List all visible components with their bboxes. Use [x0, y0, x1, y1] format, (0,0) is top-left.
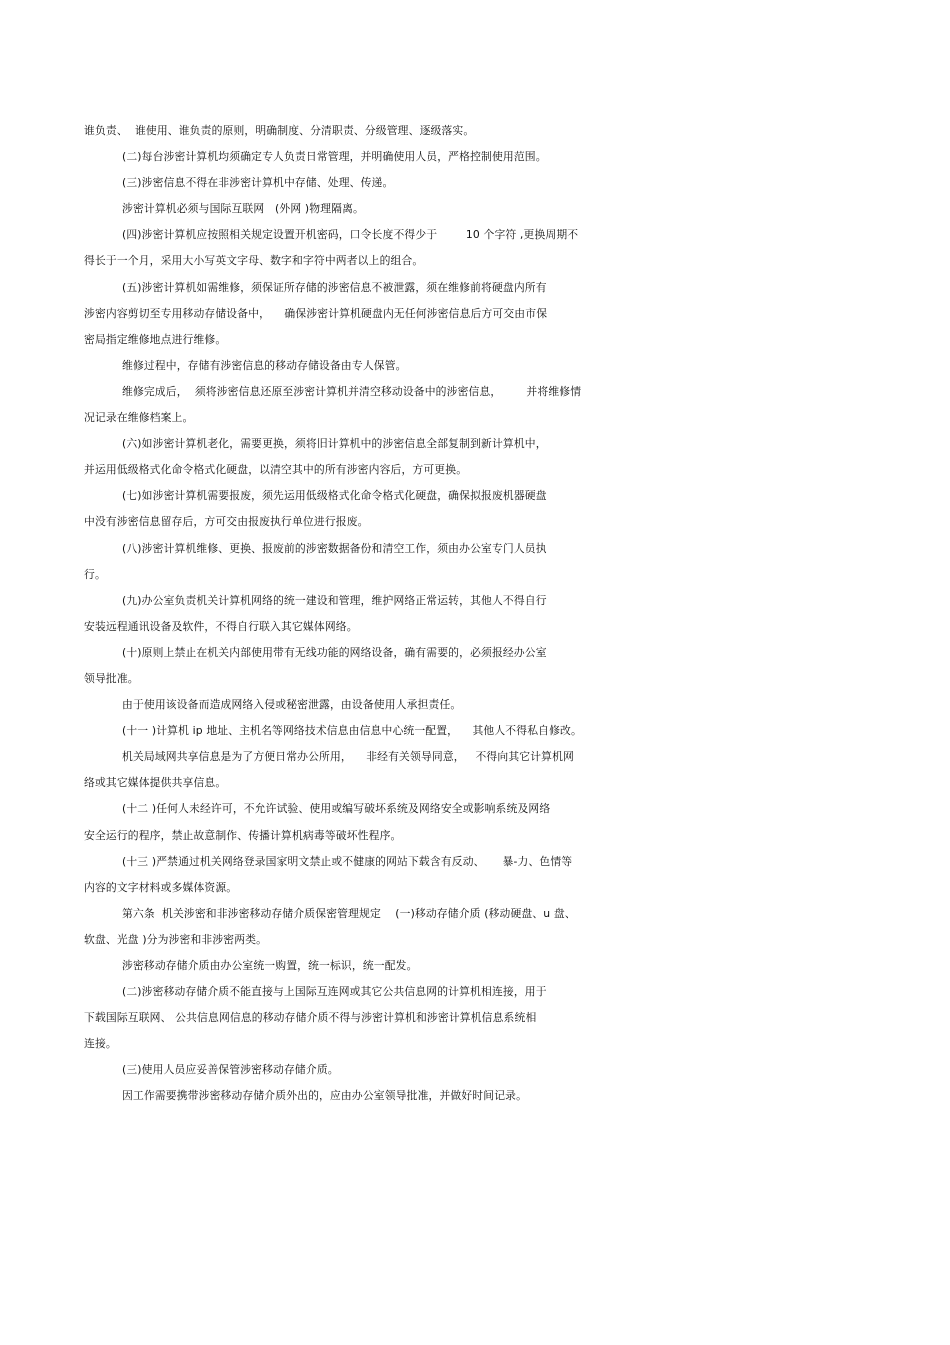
paragraph-first-line: 涉密移动存储介质由办公室统一购置，统一标识，统一配发。: [122, 959, 418, 972]
paragraph-line: 得长于一个月，采用大小写英文字母、数字和字符中两者以上的组合。: [84, 254, 424, 268]
paragraph-first-line: 维修完成后， 须将涉密信息还原至涉密计算机并清空移动设备中的涉密信息， 并将维修情: [122, 384, 582, 398]
paragraph-first-line: (十二 )任何人未经许可，不允许试验、使用或编写破坏系统及网络安全或影响系统及网络: [122, 802, 551, 816]
paragraph-line: 领导批准。: [84, 671, 139, 685]
paragraph-first-line: (七)如涉密计算机需要报废，须先运用低级格式化命令格式化硬盘，确保拟报废机器硬盘: [122, 489, 547, 503]
paragraph-first-line: (二)每台涉密计算机均须确定专人负责日常管理，并明确使用人员，严格控制使用范围。: [122, 150, 547, 164]
paragraph-line: 安装远程通讯设备及软件，不得自行联入其它媒体网络。: [84, 619, 358, 633]
paragraph-line: 连接。: [84, 1037, 117, 1051]
paragraph-line: 安全运行的程序，禁止故意制作、传播计算机病毒等破坏性程序。: [84, 828, 402, 842]
paragraph-first-line: (八)涉密计算机维修、更换、报废前的涉密数据备份和清空工作，须由办公室专门人员执: [122, 541, 547, 555]
document-body: [0, 118, 950, 1110]
paragraph-line: 络或其它媒体提供共享信息。: [84, 776, 227, 790]
paragraph-line: 况记录在维修档案上。: [84, 411, 194, 425]
paragraph-first-line: (六)如涉密计算机老化，需要更换，须将旧计算机中的涉密信息全部复制到新计算机中，: [122, 437, 547, 451]
paragraph-first-line: (十一 )计算机 ip 地址、主机名等网络技术信息由信息中心统一配置， 其他人不得私自修改。: [122, 724, 582, 738]
paragraph-first-line: 由于使用该设备而造成网络入侵或秘密泄露，由设备使用人承担责任。: [122, 698, 462, 712]
paragraph-first-line: 涉密计算机必须与国际互联网 (外网 )物理隔离。: [122, 202, 364, 216]
paragraph-line: 涉密内容剪切至专用移动存储设备中， 确保涉密计算机硬盘内无任何涉密信息后方可交由市保: [84, 306, 548, 320]
paragraph-first-line: (十)原则上禁止在机关内部使用带有无线功能的网络设备，确有需要的，必须报经办公室: [122, 645, 547, 659]
paragraph-line: 中没有涉密信息留存后，方可交由报废执行单位进行报废。: [84, 515, 369, 529]
paragraph-first-line: 维修过程中，存储有涉密信息的移动存储设备由专人保管。: [122, 358, 407, 372]
paragraph-first-line: (九)办公室负责机关计算机网络的统一建设和管理，维护网络正常运转，其他人不得自行: [122, 593, 547, 607]
paragraph-line: 下载国际互联网、 公共信息网信息的移动存储介质不得与涉密计算机和涉密计算机信息系统相: [84, 1011, 537, 1025]
paragraph-line: 软盘、光盘 )分为涉密和非涉密两类。: [84, 932, 268, 946]
paragraph-first-line: (五)涉密计算机如需维修，须保证所存储的涉密信息不被泄露，须在维修前将硬盘内所有: [122, 280, 547, 294]
paragraph-line: 并运用低级格式化命令格式化硬盘，以清空其中的所有涉密内容后，方可更换。: [84, 463, 468, 477]
paragraph-line: 内容的文字材料或多媒体资源。: [84, 880, 238, 894]
paragraph-line: 行。: [84, 567, 106, 581]
paragraph-first-line: 机关局域网共享信息是为了方便日常办公所用， 非经有关领导同意， 不得向其它计算机网: [122, 750, 574, 764]
paragraph-first-line: (三)使用人员应妥善保管涉密移动存储介质。: [122, 1063, 339, 1077]
paragraph-first-line: (二)涉密移动存储介质不能直接与上国际互连网或其它公共信息网的计算机相连接，用于: [122, 985, 547, 999]
paragraph-line: 密局指定维修地点进行维修。: [84, 332, 227, 346]
paragraph-line: 谁负责、 谁使用、谁负责的原则，明确制度、分清职责、分级管理、逐级落实。: [84, 124, 475, 137]
paragraph-first-line: (十三 )严禁通过机关网络登录国家明文禁止或不健康的网站下载含有反动、 暴-力、色情等: [122, 854, 573, 868]
paragraph-first-line: (四)涉密计算机应按照相关规定设置开机密码，口令长度不得少于 10 个字符 ,更换周期不: [122, 228, 579, 242]
paragraph-first-line: 第六条 机关涉密和非涉密移动存储介质保密管理规定 (一)移动存储介质 (移动硬盘、u 盘、: [122, 906, 576, 920]
paragraph-first-line: 因工作需要携带涉密移动存储介质外出的，应由办公室领导批准，并做好时间记录。: [122, 1089, 528, 1103]
paragraph-first-line: (三)涉密信息不得在非涉密计算机中存储、处理、传递。: [122, 176, 394, 190]
